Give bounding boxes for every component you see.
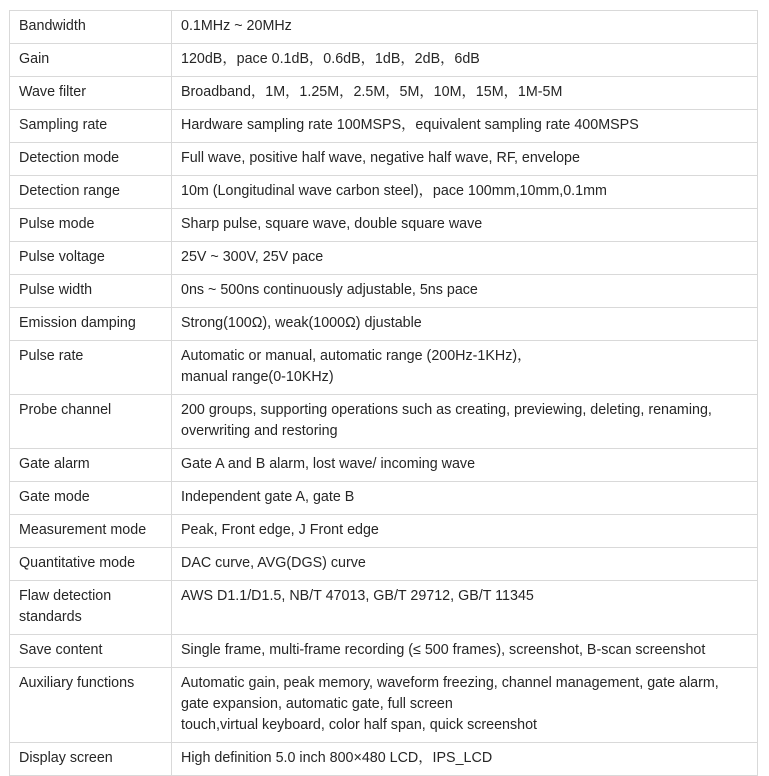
- spec-value-line: Full wave, positive half wave, negative half wave, RF, envelope: [181, 150, 580, 166]
- spec-label: Pulse voltage: [10, 242, 172, 275]
- table-row: [10, 176, 758, 209]
- spec-value: [172, 341, 758, 395]
- spec-value: [172, 449, 758, 482]
- spec-value: [172, 44, 758, 77]
- spec-label: Display screen: [10, 743, 172, 776]
- spec-label: Auxiliary functions: [10, 668, 172, 743]
- spec-value-line: 0ns ~ 500ns continuously adjustable, 5ns pace: [181, 282, 478, 298]
- table-row: [10, 449, 758, 482]
- spec-value-line: Strong(100Ω), weak(1000Ω) djustable: [181, 315, 422, 331]
- spec-value-line: manual range(0-10KHz): [181, 369, 334, 385]
- table-row: [10, 515, 758, 548]
- spec-label: Flaw detection standards: [10, 581, 172, 635]
- spec-value-line: Sharp pulse, square wave, double square wave: [181, 216, 483, 232]
- spec-value: [172, 308, 758, 341]
- table-row: [10, 11, 758, 44]
- spec-label: Bandwidth: [10, 11, 172, 44]
- table-row: [10, 44, 758, 77]
- spec-value-line: High definition 5.0 inch 800×480 LCD，IPS_LCD: [181, 750, 493, 766]
- spec-label: Wave filter: [10, 77, 172, 110]
- table-row: [10, 77, 758, 110]
- table-row: [10, 635, 758, 668]
- table-row: [10, 341, 758, 395]
- spec-value-line: 120dB，pace 0.1dB，0.6dB，1dB，2dB，6dB: [181, 51, 480, 67]
- spec-value: [172, 110, 758, 143]
- spec-value: [172, 482, 758, 515]
- table-row: [10, 581, 758, 635]
- spec-label: Detection mode: [10, 143, 172, 176]
- spec-value-line: Automatic or manual, automatic range (200Hz-1KHz)，: [181, 348, 532, 364]
- spec-value-line: touch,virtual keyboard, color half span, quick screenshot: [181, 717, 538, 733]
- spec-value: [172, 515, 758, 548]
- spec-value-line: 200 groups, supporting operations such as creating, previewing, deleting, renaming,: [181, 402, 712, 418]
- spec-value: [172, 11, 758, 44]
- spec-value-line: Independent gate A, gate B: [181, 489, 355, 505]
- spec-label: Emission damping: [10, 308, 172, 341]
- table-row: [10, 308, 758, 341]
- spec-value-line: overwriting and restoring: [181, 423, 338, 439]
- spec-label: Pulse width: [10, 275, 172, 308]
- spec-value: [172, 635, 758, 668]
- spec-value: [172, 176, 758, 209]
- table-row: [10, 242, 758, 275]
- spec-label: Pulse mode: [10, 209, 172, 242]
- spec-value-line: 10m (Longitudinal wave carbon steel)，pace 100mm,10mm,0.1mm: [181, 183, 607, 199]
- spec-value-line: Automatic gain, peak memory, waveform freezing, channel management, gate alarm,: [181, 675, 719, 691]
- spec-value: [172, 548, 758, 581]
- spec-value-line: Hardware sampling rate 100MSPS，equivalent sampling rate 400MSPS: [181, 117, 639, 133]
- spec-value: [172, 77, 758, 110]
- spec-value: [172, 581, 758, 635]
- spec-label: Quantitative mode: [10, 548, 172, 581]
- spec-label: Probe channel: [10, 395, 172, 449]
- spec-table-body: [10, 11, 758, 776]
- table-row: [10, 482, 758, 515]
- spec-value-line: Single frame, multi-frame recording (≤ 500 frames), screenshot, B-scan screenshot: [181, 642, 706, 658]
- spec-value: [172, 395, 758, 449]
- spec-value: [172, 668, 758, 743]
- spec-value-line: 25V ~ 300V, 25V pace: [181, 249, 324, 265]
- table-row: [10, 143, 758, 176]
- table-row: [10, 743, 758, 776]
- spec-value: [172, 242, 758, 275]
- spec-label: Gate alarm: [10, 449, 172, 482]
- spec-value-line: Peak, Front edge, J Front edge: [181, 522, 379, 538]
- spec-table: [9, 10, 758, 776]
- spec-label: Gate mode: [10, 482, 172, 515]
- table-row: [10, 209, 758, 242]
- table-row: [10, 395, 758, 449]
- spec-label: Sampling rate: [10, 110, 172, 143]
- spec-value: [172, 743, 758, 776]
- table-row: [10, 668, 758, 743]
- spec-value-line: Broadband，1M，1.25M，2.5M，5M，10M，15M，1M-5M: [181, 84, 563, 100]
- spec-label: Gain: [10, 44, 172, 77]
- spec-label: Save content: [10, 635, 172, 668]
- table-row: [10, 548, 758, 581]
- spec-value-line: DAC curve, AVG(DGS) curve: [181, 555, 366, 571]
- table-row: [10, 275, 758, 308]
- spec-value: [172, 275, 758, 308]
- spec-value-line: AWS D1.1/D1.5, NB/T 47013, GB/T 29712, GB/T 11345: [181, 588, 534, 604]
- spec-table-container: [9, 10, 758, 776]
- spec-label: Detection range: [10, 176, 172, 209]
- spec-value: [172, 143, 758, 176]
- spec-value-line: Gate A and B alarm, lost wave/ incoming wave: [181, 456, 476, 472]
- spec-value-line: 0.1MHz ~ 20MHz: [181, 18, 292, 34]
- spec-value: [172, 209, 758, 242]
- spec-label: Pulse rate: [10, 341, 172, 395]
- spec-label: Measurement mode: [10, 515, 172, 548]
- spec-value-line: gate expansion, automatic gate, full screen: [181, 696, 453, 712]
- table-row: [10, 110, 758, 143]
